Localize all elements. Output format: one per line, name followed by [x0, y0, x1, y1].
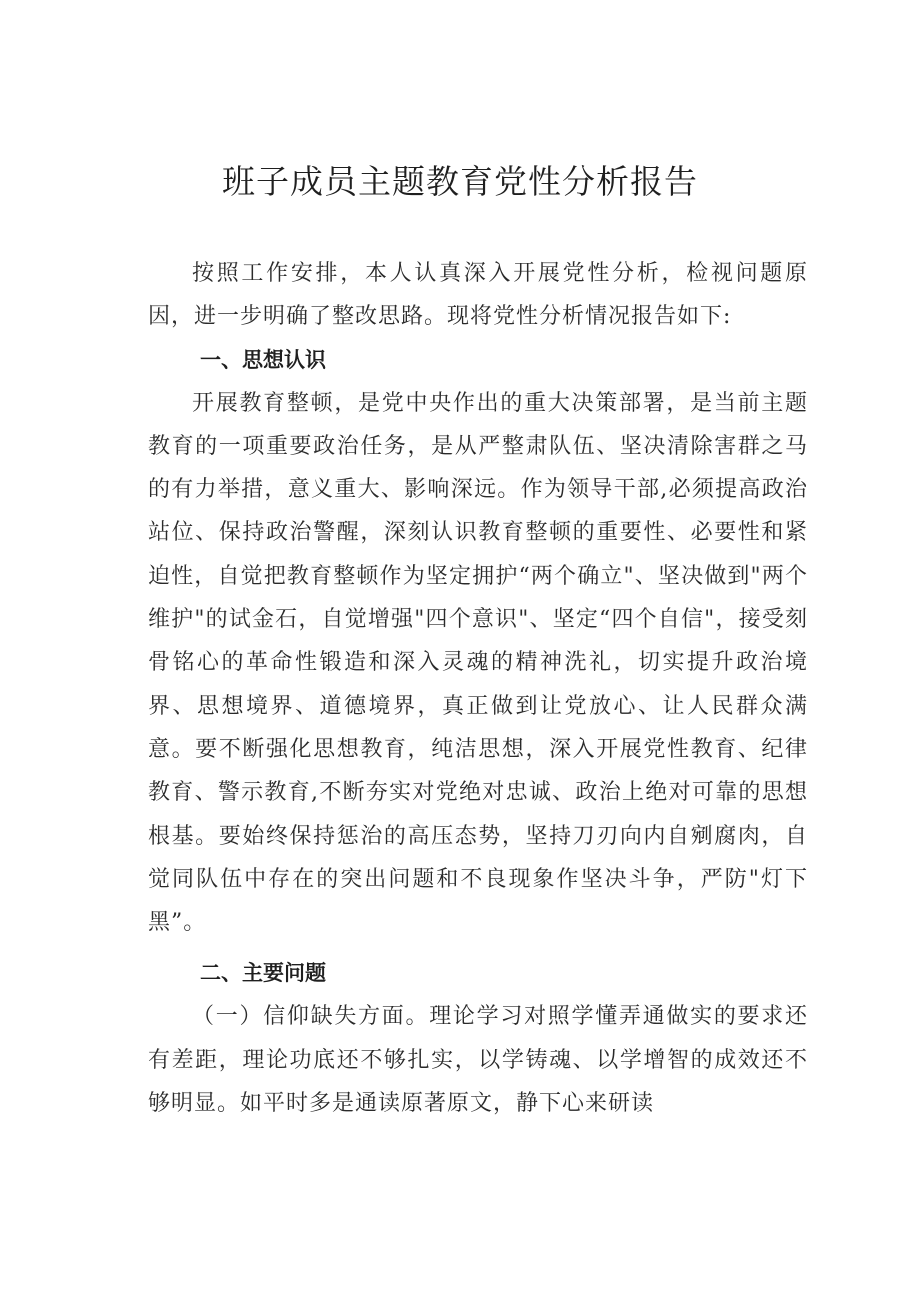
section-paragraph-thought: 开展教育整顿，是党中央作出的重大决策部署，是当前主题教育的一项重要政治任务，是从严整肃队伍、坚决清除害群之马的有力举措，意义重大、影响深远。作为领导干部,必须提高政治站位、保持政治警醒，深刻认识教育整顿的重要性、必要性和紧迫性，自觉把教育整顿作为坚定拥护“两个确立"、坚决做到"两个维护"的试金石，自觉增强"四个意识"、坚定“四个自信"，接受刻骨铭心的革命性锻造和深入灵魂的精神洗礼，切实提升政治境界、思想境界、道德境界，真正做到让党放心、让人民群众满意。要不断强化思想教育，纯洁思想，深入开展党性教育、纪律教育、警示教育,不断夯实对党绝对忠诚、政治上绝对可靠的思想根基。要始终保持惩治的高压态势，坚持刀刃向内自剜腐肉，自觉同队伍中存在的突出问题和不良现象作坚决斗争，严防"灯下黑”。 — [148, 390, 808, 936]
section-paragraph-problems: （一）信仰缺失方面。理论学习对照学懂弄通做实的要求还有差距，理论功底还不够扎实，以学铸魂、以学增智的成效还不够明显。如平时多是通读原著原文，静下心来研读 — [148, 1004, 808, 1117]
intro-paragraph: 按照工作安排，本人认真深入开展党性分析，检视问题原因，进一步明确了整改思路。现将党性分析情况报告如下: — [148, 261, 808, 330]
document-body — [148, 252, 808, 1125]
section-heading-thought: 一、思想认识 — [200, 347, 326, 372]
document-title: 班子成员主题教育党性分析报告 — [222, 162, 698, 201]
section-heading-problems: 二、主要问题 — [200, 961, 326, 986]
